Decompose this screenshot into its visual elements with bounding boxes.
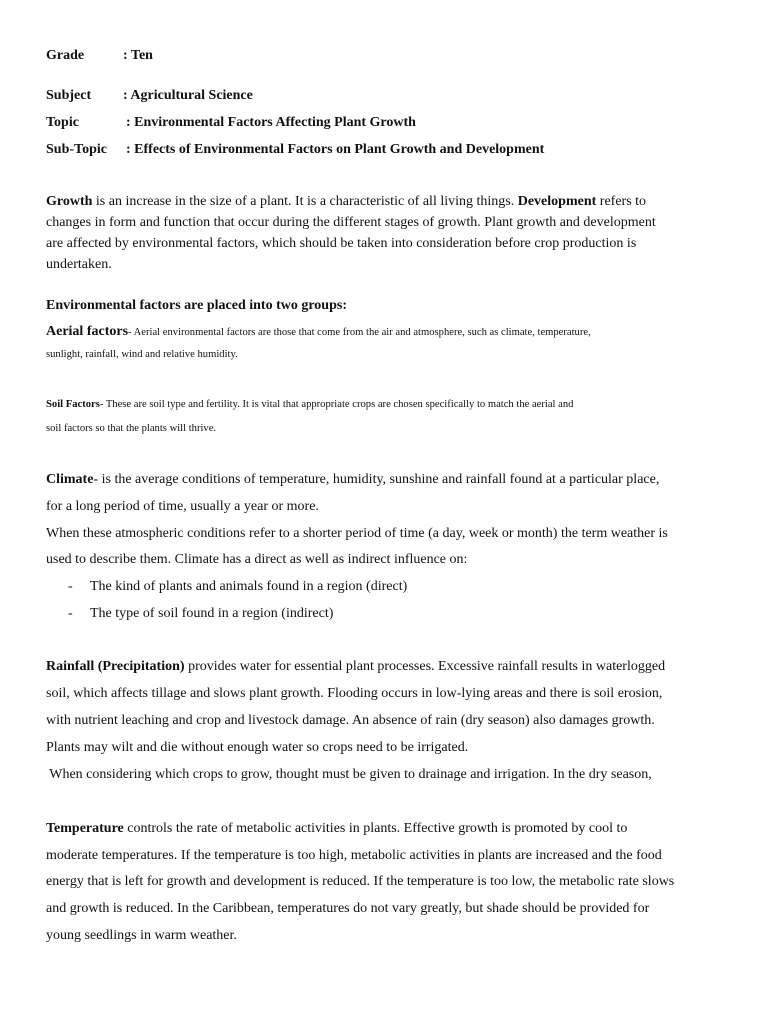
aerial-factors-term: Aerial factors: [46, 324, 129, 339]
rainfall-term: Rainfall (Precipitation): [46, 659, 185, 674]
grade-label: Grade: [46, 48, 85, 63]
rainfall-text: Plants may wilt and die without enough water so crops need to be irrigated.: [46, 740, 469, 755]
list-item-text: The type of soil found in a region (indirect): [90, 606, 334, 621]
rainfall-text: soil, which affects tillage and slows plant growth. Flooding occurs in low-lying areas and there is soil erosion,: [46, 686, 663, 701]
growth-text: refers to: [596, 194, 647, 209]
temperature-term: Temperature: [46, 821, 124, 836]
temperature-text: energy that is left for growth and development is reduced. If the temperature is too low, the metabolic rate slows: [46, 874, 675, 889]
aerial-factors-text: - Aerial environmental factors are those that come from the air and atmosphere, such as climate, temperature,: [128, 327, 591, 338]
subtopic-label: Sub-Topic: [46, 142, 107, 157]
growth-text: changes in form and function that occur during the different stages of growth. Plant growth and development: [46, 215, 656, 230]
soil-factors-text: - These are soil type and fertility. It is vital that appropriate crops are chosen specifically to match the aerial and: [99, 399, 574, 410]
rainfall-text: When considering which crops to grow, thought must be given to drainage and irrigation. In the dry season,: [46, 767, 652, 782]
aerial-factors-text: sunlight, rainfall, wind and relative humidity.: [46, 349, 238, 360]
climate-term: Climate: [46, 472, 94, 487]
subject-value: : Agricultural Science: [123, 88, 253, 103]
factor-groups-heading: Environmental factors are placed into two groups:: [46, 298, 347, 313]
climate-text: - is the average conditions of temperature, humidity, sunshine and rainfall found at a particular place,: [93, 472, 660, 487]
temperature-text: moderate temperatures. If the temperature is too high, metabolic activities in plants are increased and the food: [46, 848, 662, 863]
temperature-text: and growth is reduced. In the Caribbean, temperatures do not vary greatly, but shade should be provided for: [46, 901, 650, 916]
soil-factors-text: soil factors so that the plants will thrive.: [46, 423, 217, 434]
temperature-text: young seedlings in warm weather.: [46, 928, 237, 943]
list-item-text: The kind of plants and animals found in a region (direct): [90, 579, 408, 594]
grade-value: : Ten: [123, 48, 153, 63]
rainfall-text: with nutrient leaching and crop and livestock damage. An absence of rain (dry season) also damages growth.: [46, 713, 655, 728]
climate-text: When these atmospheric conditions refer to a shorter period of time (a day, week or month) the term weather is: [46, 526, 668, 541]
rainfall-text: provides water for essential plant processes. Excessive rainfall results in waterlogged: [184, 659, 666, 674]
topic-value: : Environmental Factors Affecting Plant Growth: [126, 115, 416, 130]
soil-factors-term: Soil Factors: [46, 399, 100, 410]
climate-text: used to describe them. Climate has a direct as well as indirect influence on:: [46, 552, 468, 567]
temperature-text: controls the rate of metabolic activities in plants. Effective growth is promoted by cool to: [123, 821, 628, 836]
climate-text: for a long period of time, usually a year or more.: [46, 499, 319, 514]
growth-text: is an increase in the size of a plant. It is a characteristic of all living things.: [92, 194, 518, 209]
bullet-dash: -: [68, 606, 73, 621]
growth-term: Growth: [46, 194, 93, 209]
subtopic-value: : Effects of Environmental Factors on Plant Growth and Development: [126, 142, 545, 157]
growth-text: are affected by environmental factors, which should be taken into consideration before crop production is: [46, 236, 637, 251]
growth-text: undertaken.: [46, 257, 112, 272]
bullet-dash: -: [68, 579, 73, 594]
subject-label: Subject: [46, 88, 92, 103]
development-term: Development: [517, 194, 597, 209]
topic-label: Topic: [46, 115, 79, 130]
